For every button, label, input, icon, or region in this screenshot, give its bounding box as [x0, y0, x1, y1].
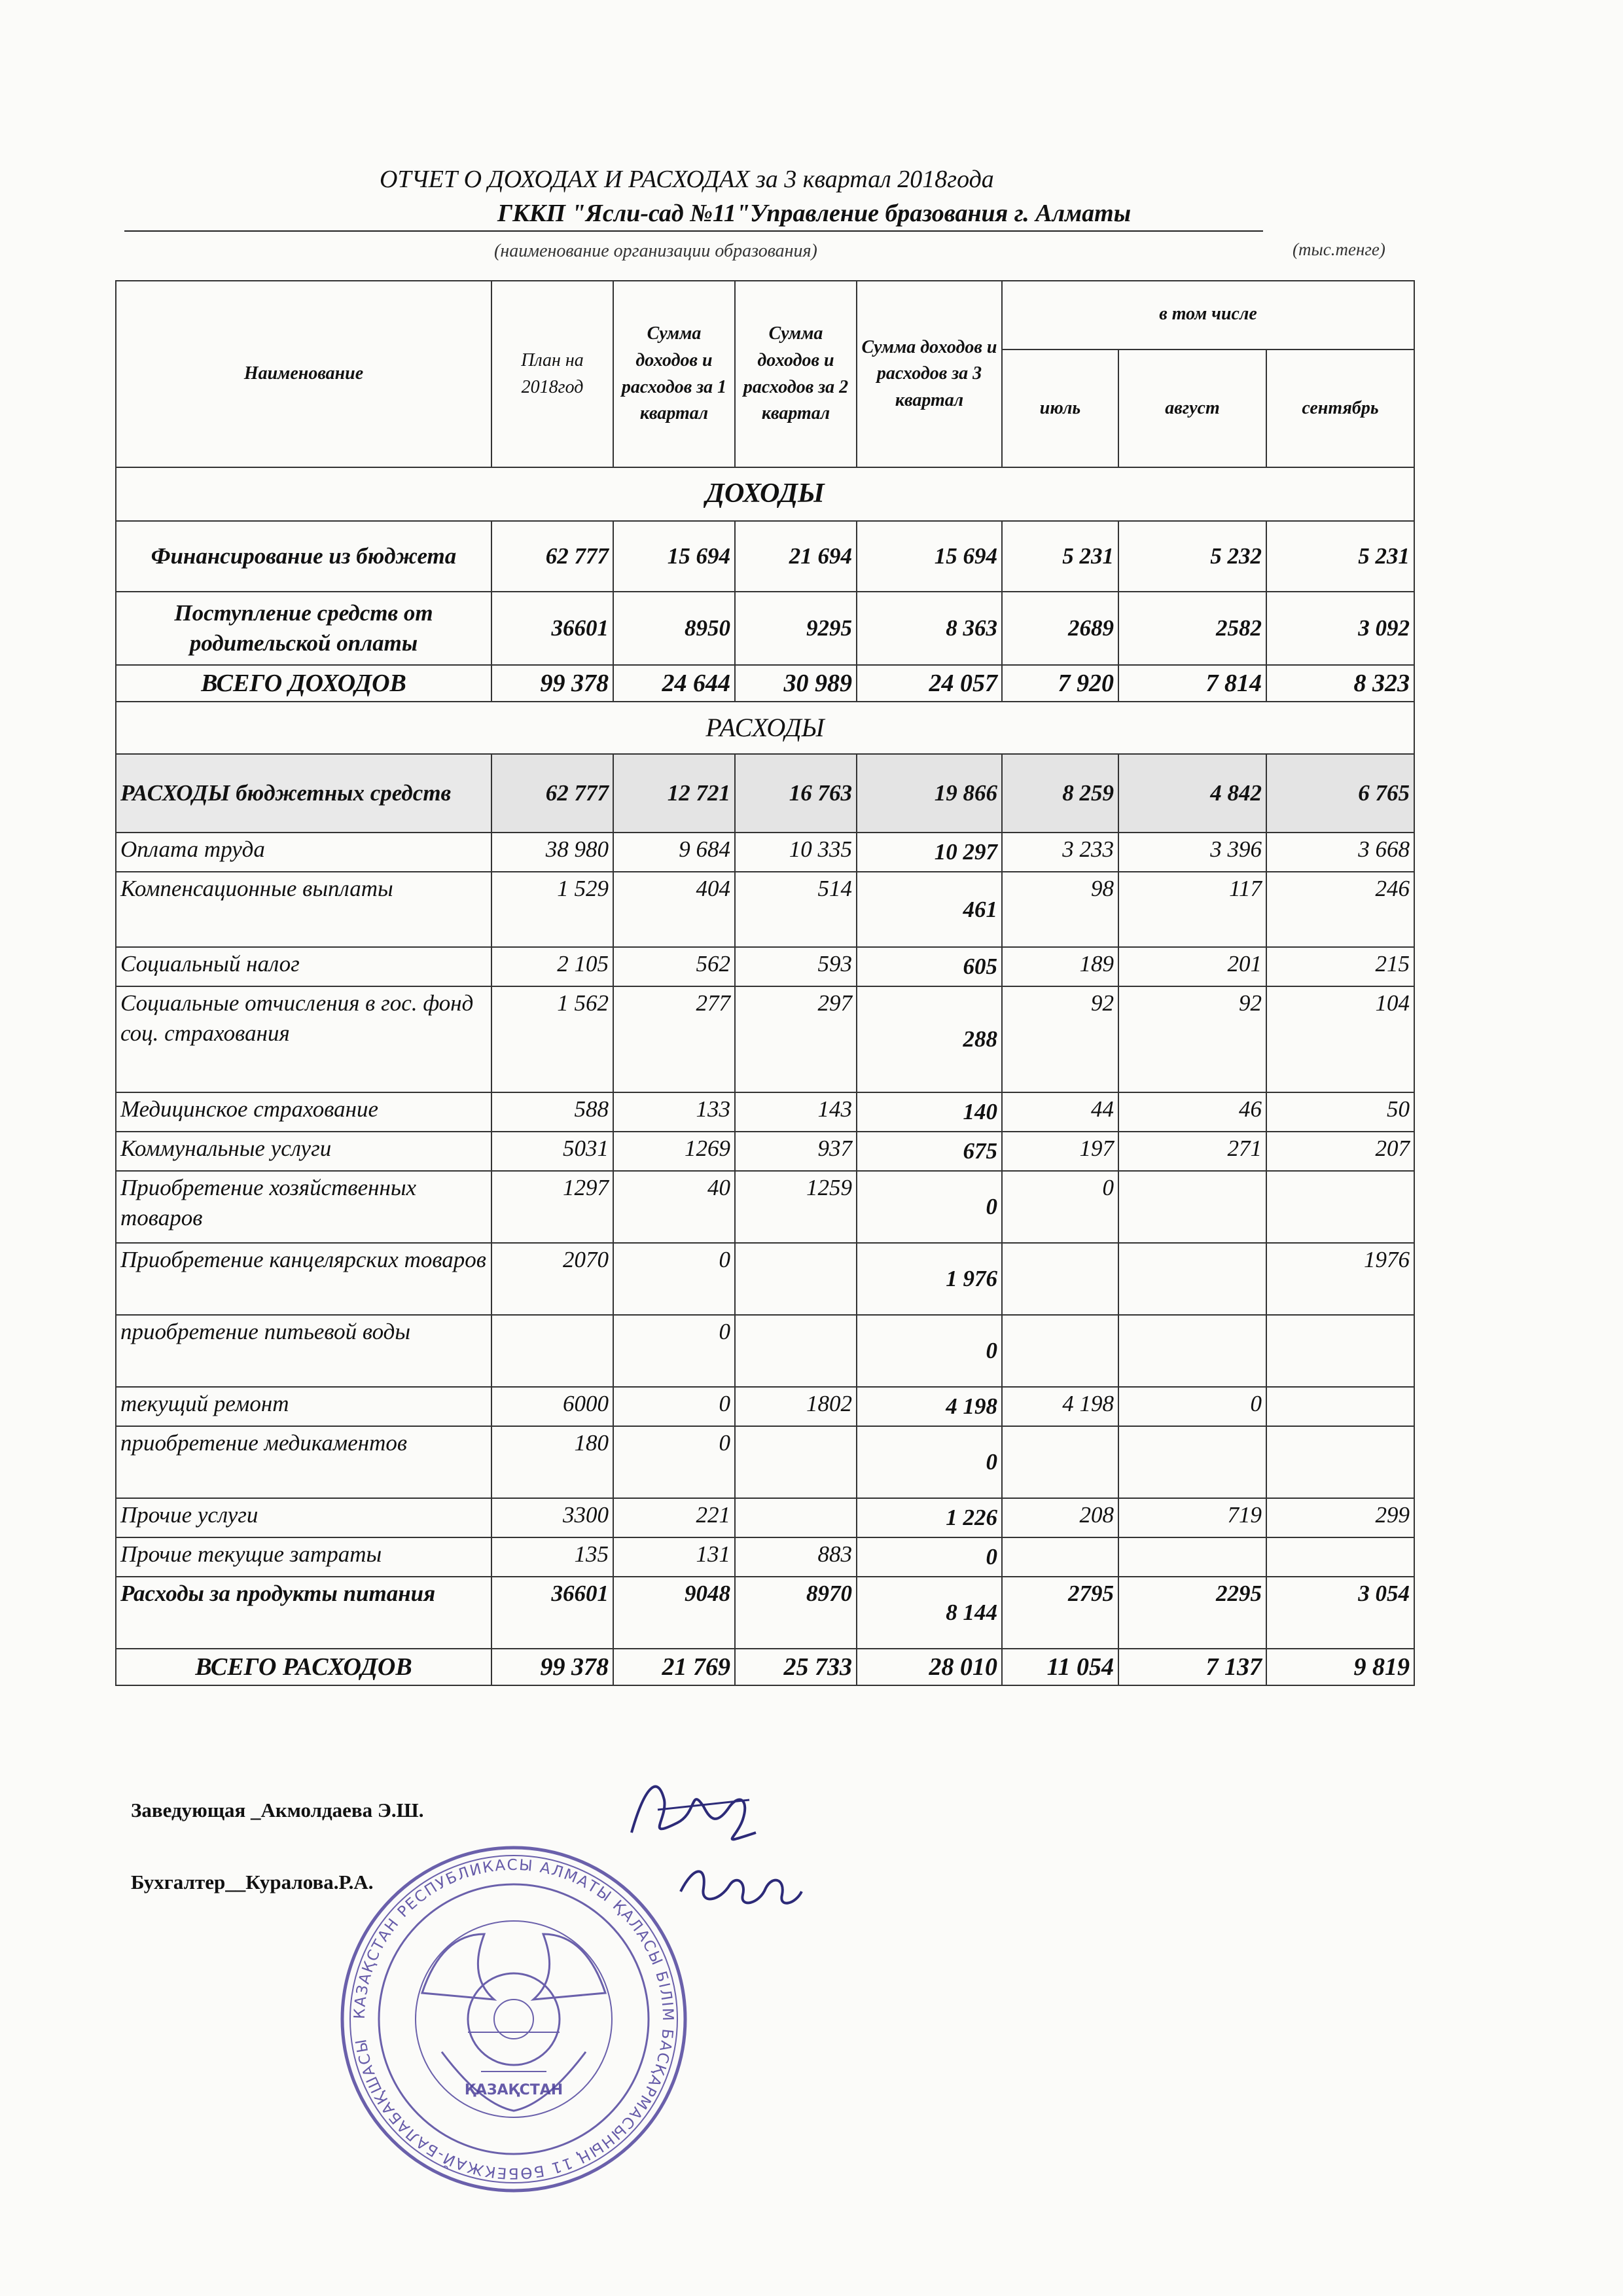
cell-august: 92 [1118, 986, 1266, 1092]
cell-august: 7 814 [1118, 665, 1266, 702]
cell-q3: 0 [857, 1426, 1002, 1498]
table-row [116, 1577, 1414, 1649]
col-header-q3: Сумма доходов и расходов за 3 квартал [857, 281, 1002, 467]
row-name: Расходы за продукты питания [116, 1577, 491, 1649]
cell-plan: 3300 [491, 1498, 613, 1537]
cell-september: 9 819 [1266, 1649, 1414, 1685]
cell-plan: 588 [491, 1092, 613, 1132]
cell-plan: 180 [491, 1426, 613, 1498]
row-name: Прочие текущие затраты [116, 1537, 491, 1577]
cell-plan: 99 378 [491, 1649, 613, 1685]
cell-q1: 0 [613, 1387, 735, 1426]
cell-q1: 133 [613, 1092, 735, 1132]
col-header-plan: План на 2018год [491, 281, 613, 467]
cell-plan: 38 980 [491, 833, 613, 872]
cell-september: 6 765 [1266, 754, 1414, 833]
cell-september: 1976 [1266, 1243, 1414, 1315]
cell-july: 2795 [1002, 1577, 1118, 1649]
seal-outer-text: КАЗАҚСТАН РЕСПУБЛИКАСЫ АЛМАТЫ ҚАЛАСЫ БІЛІМ БАСҚАРМАСЫНЫҢ 11 БӨБЕКЖАЙ-БАЛАБАҚШАСЫ [351, 1856, 677, 2182]
col-header-including: в том числе [1002, 281, 1414, 350]
cell-q1: 9 684 [613, 833, 735, 872]
cell-q3: 24 057 [857, 665, 1002, 702]
cell-plan: 36601 [491, 592, 613, 665]
cell-august: 719 [1118, 1498, 1266, 1537]
row-name: Финансирование из бюджета [116, 521, 491, 592]
cell-plan: 5031 [491, 1132, 613, 1171]
row-name: Компенсационные выплаты [116, 872, 491, 947]
income-section-header: ДОХОДЫ [116, 467, 1414, 521]
cell-september [1266, 1387, 1414, 1426]
cell-q1: 8950 [613, 592, 735, 665]
cell-august: 46 [1118, 1092, 1266, 1132]
cell-q3: 605 [857, 947, 1002, 986]
cell-q1: 0 [613, 1426, 735, 1498]
cell-july: 98 [1002, 872, 1118, 947]
cell-q2: 937 [735, 1132, 857, 1171]
cell-plan [491, 1315, 613, 1387]
col-header-q1: Сумма доходов и расходов за 1 квартал [613, 281, 735, 467]
row-name: Прочие услуги [116, 1498, 491, 1537]
cell-plan: 2 105 [491, 947, 613, 986]
table-row [116, 947, 1414, 986]
row-name: Медицинское страхование [116, 1092, 491, 1132]
cell-july: 208 [1002, 1498, 1118, 1537]
cell-september [1266, 1426, 1414, 1498]
table-row [116, 1243, 1414, 1315]
cell-september: 8 323 [1266, 665, 1414, 702]
cell-q1: 0 [613, 1243, 735, 1315]
cell-august: 2582 [1118, 592, 1266, 665]
row-name: приобретение питьевой воды [116, 1315, 491, 1387]
cell-q3: 288 [857, 986, 1002, 1092]
row-name: Поступление средств от родительской оплаты [116, 592, 491, 665]
cell-q1: 131 [613, 1537, 735, 1577]
cell-september [1266, 1537, 1414, 1577]
row-name: ВСЕГО ДОХОДОВ [116, 665, 491, 702]
cell-august [1118, 1171, 1266, 1243]
cell-q3: 10 297 [857, 833, 1002, 872]
cell-q1: 24 644 [613, 665, 735, 702]
cell-q1: 40 [613, 1171, 735, 1243]
cell-july: 189 [1002, 947, 1118, 986]
col-header-august: август [1118, 350, 1266, 467]
cell-plan: 62 777 [491, 521, 613, 592]
cell-august [1118, 1537, 1266, 1577]
cell-september: 50 [1266, 1092, 1414, 1132]
cell-q1: 9048 [613, 1577, 735, 1649]
cell-q3: 8 363 [857, 592, 1002, 665]
cell-august: 2295 [1118, 1577, 1266, 1649]
table-row [116, 1171, 1414, 1243]
cell-july: 197 [1002, 1132, 1118, 1171]
row-name: Социальные отчисления в гос. фонд соц. страхования [116, 986, 491, 1092]
table-row [116, 986, 1414, 1092]
cell-q3: 15 694 [857, 521, 1002, 592]
cell-july: 8 259 [1002, 754, 1118, 833]
table-row [116, 1498, 1414, 1537]
cell-july [1002, 1243, 1118, 1315]
table-row [116, 1649, 1414, 1685]
cell-q1: 0 [613, 1315, 735, 1387]
cell-july [1002, 1537, 1118, 1577]
cell-q2: 10 335 [735, 833, 857, 872]
cell-q2 [735, 1426, 857, 1498]
table-row [116, 1092, 1414, 1132]
cell-september: 3 668 [1266, 833, 1414, 872]
cell-q3: 19 866 [857, 754, 1002, 833]
row-name: Приобретение хозяйственных товаров [116, 1171, 491, 1243]
cell-september [1266, 1315, 1414, 1387]
cell-july [1002, 1426, 1118, 1498]
table-row [116, 872, 1414, 947]
cell-q1: 1269 [613, 1132, 735, 1171]
cell-q3: 1 976 [857, 1243, 1002, 1315]
cell-q1: 404 [613, 872, 735, 947]
cell-september [1266, 1171, 1414, 1243]
cell-august: 3 396 [1118, 833, 1266, 872]
cell-july: 3 233 [1002, 833, 1118, 872]
cell-september: 246 [1266, 872, 1414, 947]
cell-q1: 15 694 [613, 521, 735, 592]
cell-plan: 1 562 [491, 986, 613, 1092]
cell-plan: 99 378 [491, 665, 613, 702]
cell-august [1118, 1315, 1266, 1387]
row-name: ВСЕГО РАСХОДОВ [116, 1649, 491, 1685]
organization-caption: (наименование организации образования) [494, 241, 817, 261]
table-row [116, 1315, 1414, 1387]
cell-september: 215 [1266, 947, 1414, 986]
cell-q3: 8 144 [857, 1577, 1002, 1649]
expense-section-header: РАСХОДЫ [116, 702, 1414, 754]
row-name: Приобретение канцелярских товаров [116, 1243, 491, 1315]
cell-july: 44 [1002, 1092, 1118, 1132]
cell-august: 271 [1118, 1132, 1266, 1171]
cell-q2: 514 [735, 872, 857, 947]
cell-q1: 562 [613, 947, 735, 986]
cell-q2: 30 989 [735, 665, 857, 702]
cell-august [1118, 1243, 1266, 1315]
cell-september: 5 231 [1266, 521, 1414, 592]
cell-august: 0 [1118, 1387, 1266, 1426]
cell-july: 2689 [1002, 592, 1118, 665]
cell-q2 [735, 1315, 857, 1387]
cell-q1: 277 [613, 986, 735, 1092]
cell-q3: 0 [857, 1171, 1002, 1243]
row-name: приобретение медикаментов [116, 1426, 491, 1498]
cell-august: 7 137 [1118, 1649, 1266, 1685]
accountant-signature-line: Бухгалтер__Куралова.Р.А. [131, 1871, 374, 1893]
cell-q3: 675 [857, 1132, 1002, 1171]
cell-q3: 1 226 [857, 1498, 1002, 1537]
cell-q1: 12 721 [613, 754, 735, 833]
cell-q2: 21 694 [735, 521, 857, 592]
cell-q3: 0 [857, 1537, 1002, 1577]
row-name: Оплата труда [116, 833, 491, 872]
cell-august: 5 232 [1118, 521, 1266, 592]
cell-q3: 28 010 [857, 1649, 1002, 1685]
svg-text:КАЗАҚСТАН РЕСПУБЛИКАСЫ АЛМАТЫ [351, 1857, 676, 2181]
table-row [116, 833, 1414, 872]
row-name: РАСХОДЫ бюджетных средств [116, 754, 491, 833]
cell-plan: 62 777 [491, 754, 613, 833]
cell-plan: 36601 [491, 1577, 613, 1649]
table-row [116, 1132, 1414, 1171]
cell-august [1118, 1426, 1266, 1498]
table-row [116, 1426, 1414, 1498]
table-row [116, 592, 1414, 665]
col-header-q2: Сумма доходов и расходов за 2 квартал [735, 281, 857, 467]
table-row [116, 754, 1414, 833]
cell-q2: 1259 [735, 1171, 857, 1243]
table-row [116, 1537, 1414, 1577]
units-label: (тыс.тенге) [1293, 240, 1385, 259]
cell-plan: 1297 [491, 1171, 613, 1243]
cell-september: 3 092 [1266, 592, 1414, 665]
cell-q2: 8970 [735, 1577, 857, 1649]
cell-q2 [735, 1243, 857, 1315]
cell-q3: 140 [857, 1092, 1002, 1132]
table-row [116, 1387, 1414, 1426]
cell-plan: 1 529 [491, 872, 613, 947]
cell-q2: 25 733 [735, 1649, 857, 1685]
cell-july: 92 [1002, 986, 1118, 1092]
cell-q2: 1802 [735, 1387, 857, 1426]
cell-q2: 593 [735, 947, 857, 986]
report-title: ОТЧЕТ О ДОХОДАХ И РАСХОДАХ за 3 квартал 2018года [380, 166, 994, 193]
cell-july [1002, 1315, 1118, 1387]
row-name: Коммунальные услуги [116, 1132, 491, 1171]
director-signature-line: Заведующая _Акмолдаева Э.Ш. [131, 1799, 424, 1821]
table-row [116, 521, 1414, 592]
director-signature-scribble [618, 1761, 776, 1865]
col-header-name: Наименование [116, 281, 491, 467]
cell-q2 [735, 1498, 857, 1537]
official-seal [330, 1836, 697, 2202]
cell-q2: 883 [735, 1537, 857, 1577]
col-header-september: сентябрь [1266, 350, 1414, 467]
cell-q2: 9295 [735, 592, 857, 665]
cell-september: 299 [1266, 1498, 1414, 1537]
cell-july: 0 [1002, 1171, 1118, 1243]
accountant-signature-scribble [674, 1852, 805, 1924]
cell-july: 7 920 [1002, 665, 1118, 702]
seal-inner-text: ҚАЗАҚСТАН [464, 2082, 563, 2098]
cell-september: 207 [1266, 1132, 1414, 1171]
cell-plan: 135 [491, 1537, 613, 1577]
cell-july: 4 198 [1002, 1387, 1118, 1426]
cell-september: 3 054 [1266, 1577, 1414, 1649]
cell-september: 104 [1266, 986, 1414, 1092]
cell-q3: 461 [857, 872, 1002, 947]
organization-name: ГККП "Ясли-сад №11"Управление бразования г. Алматы [497, 200, 1132, 227]
cell-q3: 0 [857, 1315, 1002, 1387]
cell-q1: 21 769 [613, 1649, 735, 1685]
cell-q2: 143 [735, 1092, 857, 1132]
table-row [116, 665, 1414, 702]
cell-august: 4 842 [1118, 754, 1266, 833]
cell-plan: 2070 [491, 1243, 613, 1315]
cell-q2: 16 763 [735, 754, 857, 833]
col-header-july: июль [1002, 350, 1118, 467]
cell-q2: 297 [735, 986, 857, 1092]
cell-august: 201 [1118, 947, 1266, 986]
cell-q3: 4 198 [857, 1387, 1002, 1426]
cell-q1: 221 [613, 1498, 735, 1537]
cell-august: 117 [1118, 872, 1266, 947]
row-name: Социальный налог [116, 947, 491, 986]
cell-plan: 6000 [491, 1387, 613, 1426]
row-name: текущий ремонт [116, 1387, 491, 1426]
cell-july: 11 054 [1002, 1649, 1118, 1685]
report-table [115, 280, 1415, 1686]
organization-line [124, 196, 1263, 232]
cell-july: 5 231 [1002, 521, 1118, 592]
